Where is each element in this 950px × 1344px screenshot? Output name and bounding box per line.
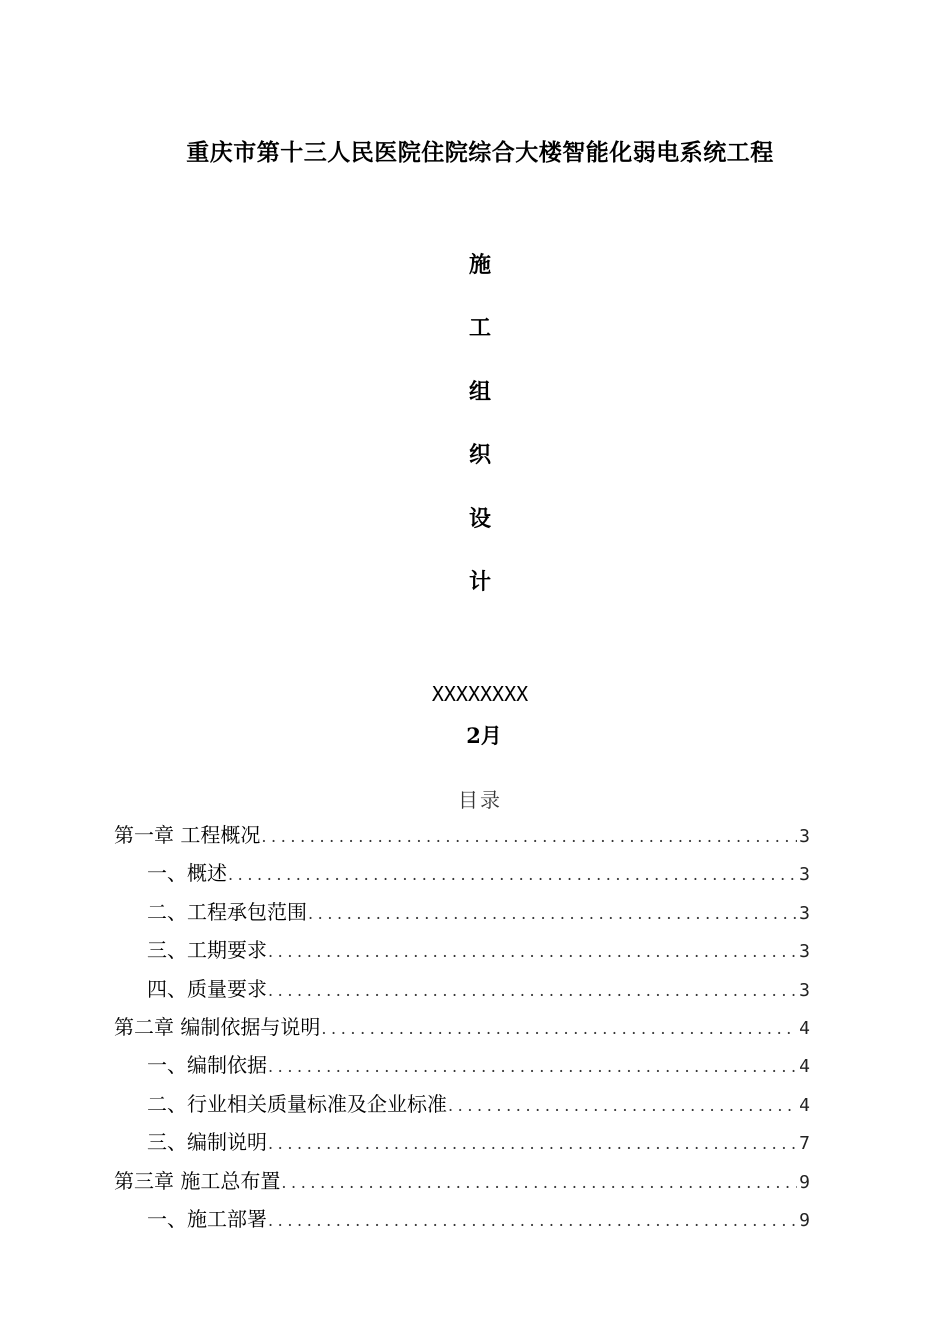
toc-entry-label: 四、质量要求 bbox=[147, 976, 267, 1001]
toc-dot-leader bbox=[268, 933, 797, 971]
toc-entry-page: 3 bbox=[799, 979, 810, 1001]
toc-entry[interactable] bbox=[114, 1200, 810, 1238]
toc-entry-label: 第二章 编制依据与说明 bbox=[114, 1014, 321, 1039]
toc-entry[interactable] bbox=[114, 1162, 810, 1200]
toc-dot-leader bbox=[268, 1048, 797, 1086]
toc-dot-leader bbox=[228, 856, 797, 894]
toc-entry-label: 二、工程承包范围 bbox=[147, 899, 307, 924]
toc-entry-page: 3 bbox=[799, 941, 810, 963]
toc-entry-page: 9 bbox=[799, 1209, 810, 1231]
toc-entry-page: 3 bbox=[799, 826, 810, 847]
toc-dot-leader bbox=[268, 1125, 797, 1163]
toc-entry-page: 3 bbox=[799, 864, 810, 886]
toc-entry-label: 二、行业相关质量标准及企业标准 bbox=[147, 1091, 447, 1116]
toc-dot-leader bbox=[308, 895, 797, 933]
toc-entry-label: 第一章 工程概况 bbox=[114, 823, 261, 847]
project-title: 重庆市第十三人民医院住院综合大楼智能化弱电系统工程 bbox=[186, 139, 774, 166]
toc-entry[interactable] bbox=[114, 1008, 810, 1046]
toc-entry-label: 一、施工部署 bbox=[147, 1206, 267, 1231]
toc-entry-page: 4 bbox=[799, 1094, 810, 1116]
table-of-contents bbox=[114, 816, 810, 1238]
toc-dot-leader bbox=[268, 972, 797, 1010]
toc-dot-leader bbox=[448, 1087, 797, 1125]
toc-entry[interactable] bbox=[114, 1046, 810, 1084]
toc-entry-label: 一、概述 bbox=[147, 861, 227, 886]
doc-type-char: 设 bbox=[468, 506, 491, 532]
toc-entry[interactable] bbox=[114, 931, 810, 969]
toc-dot-leader bbox=[268, 1202, 797, 1240]
toc-entry-page: 4 bbox=[799, 1017, 810, 1039]
toc-entry-label: 三、编制说明 bbox=[147, 1130, 267, 1155]
toc-dot-leader bbox=[321, 1010, 797, 1048]
toc-entry-label: 第三章 施工总布置 bbox=[114, 1168, 281, 1193]
toc-entry[interactable] bbox=[114, 816, 810, 854]
toc-entry-page: 4 bbox=[799, 1056, 810, 1078]
doc-type-char: 织 bbox=[468, 442, 491, 468]
toc-entry-label: 三、工期要求 bbox=[147, 938, 267, 963]
toc-entry[interactable] bbox=[114, 1085, 810, 1123]
toc-entry[interactable] bbox=[114, 854, 810, 892]
document-date: 2月 bbox=[466, 723, 502, 748]
toc-dot-leader bbox=[281, 1164, 797, 1202]
toc-entry[interactable] bbox=[114, 1123, 810, 1161]
doc-type-char: 工 bbox=[468, 315, 491, 341]
doc-type-char: 计 bbox=[468, 569, 491, 595]
toc-entry-page: 7 bbox=[799, 1133, 810, 1155]
toc-title: 目录 bbox=[458, 788, 502, 812]
doc-type-char: 组 bbox=[468, 379, 491, 405]
toc-dot-leader bbox=[261, 818, 797, 856]
toc-entry-page: 3 bbox=[799, 902, 810, 924]
toc-entry-label: 一、编制依据 bbox=[147, 1053, 267, 1078]
doc-type-char: 施 bbox=[468, 252, 491, 278]
toc-entry[interactable] bbox=[114, 893, 810, 931]
toc-entry[interactable] bbox=[114, 970, 810, 1008]
toc-entry-page: 9 bbox=[799, 1171, 810, 1193]
company-name: XXXXXXXX bbox=[431, 682, 529, 706]
